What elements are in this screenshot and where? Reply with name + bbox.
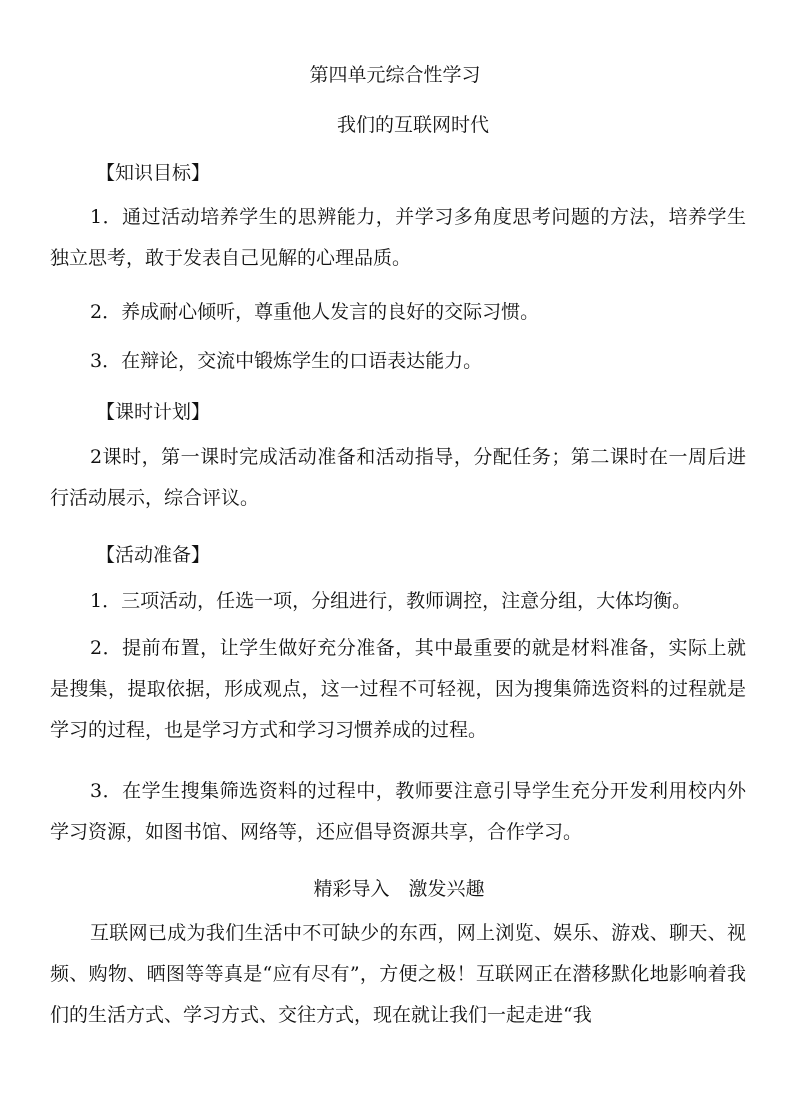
preparation-item-1: 1．三项活动，任选一项，分组进行，教师调控，注意分组，大体均衡。 xyxy=(90,590,692,612)
schedule-text: 2课时，第一课时完成活动准备和活动指导，分配任务；第二课时在一周后进行活动展示，综合评议。 xyxy=(50,446,746,509)
intro-text: 互联网已成为我们生活中不可缺少的东西，网上浏览、娱乐、游戏、聊天、视频、购物、晒图等等真是“应有尽有”，方便之极！互联网正在潜移默化地影响着我们的生活方式、学习方式、交往方式，现在就让我们一起走进“我 xyxy=(50,922,746,1026)
knowledge-item-1: 1．通过活动培养学生的思辨能力，并学习多角度思考问题的方法，培养学生独立思考，敢于发表自己见解的心理品质。 xyxy=(50,206,746,269)
document-title: 第四单元综合性学习 xyxy=(309,64,481,86)
intro-heading: 精彩导入 激发兴趣 xyxy=(313,878,485,900)
preparation-heading: 【活动准备】 xyxy=(96,544,211,566)
knowledge-item-3: 3．在辩论，交流中锻炼学生的口语表达能力。 xyxy=(90,350,483,372)
schedule-heading: 【课时计划】 xyxy=(96,401,211,423)
knowledge-heading: 【知识目标】 xyxy=(96,162,211,184)
knowledge-item-2: 2．养成耐心倾听，尊重他人发言的良好的交际习惯。 xyxy=(90,301,540,323)
document-subtitle: 我们的互联网时代 xyxy=(336,114,489,136)
preparation-item-2: 2．提前布置，让学生做好充分准备，其中最重要的就是材料准备，实际上就是搜集，提取依据，形成观点，这一过程不可轻视，因为搜集筛选资料的过程就是学习的过程，也是学习方式和学习习惯养成的过程。 xyxy=(50,637,746,741)
preparation-item-3: 3．在学生搜集筛选资料的过程中，教师要注意引导学生充分开发利用校内外学习资源，如图书馆、网络等，还应倡导资源共享，合作学习。 xyxy=(50,780,746,843)
